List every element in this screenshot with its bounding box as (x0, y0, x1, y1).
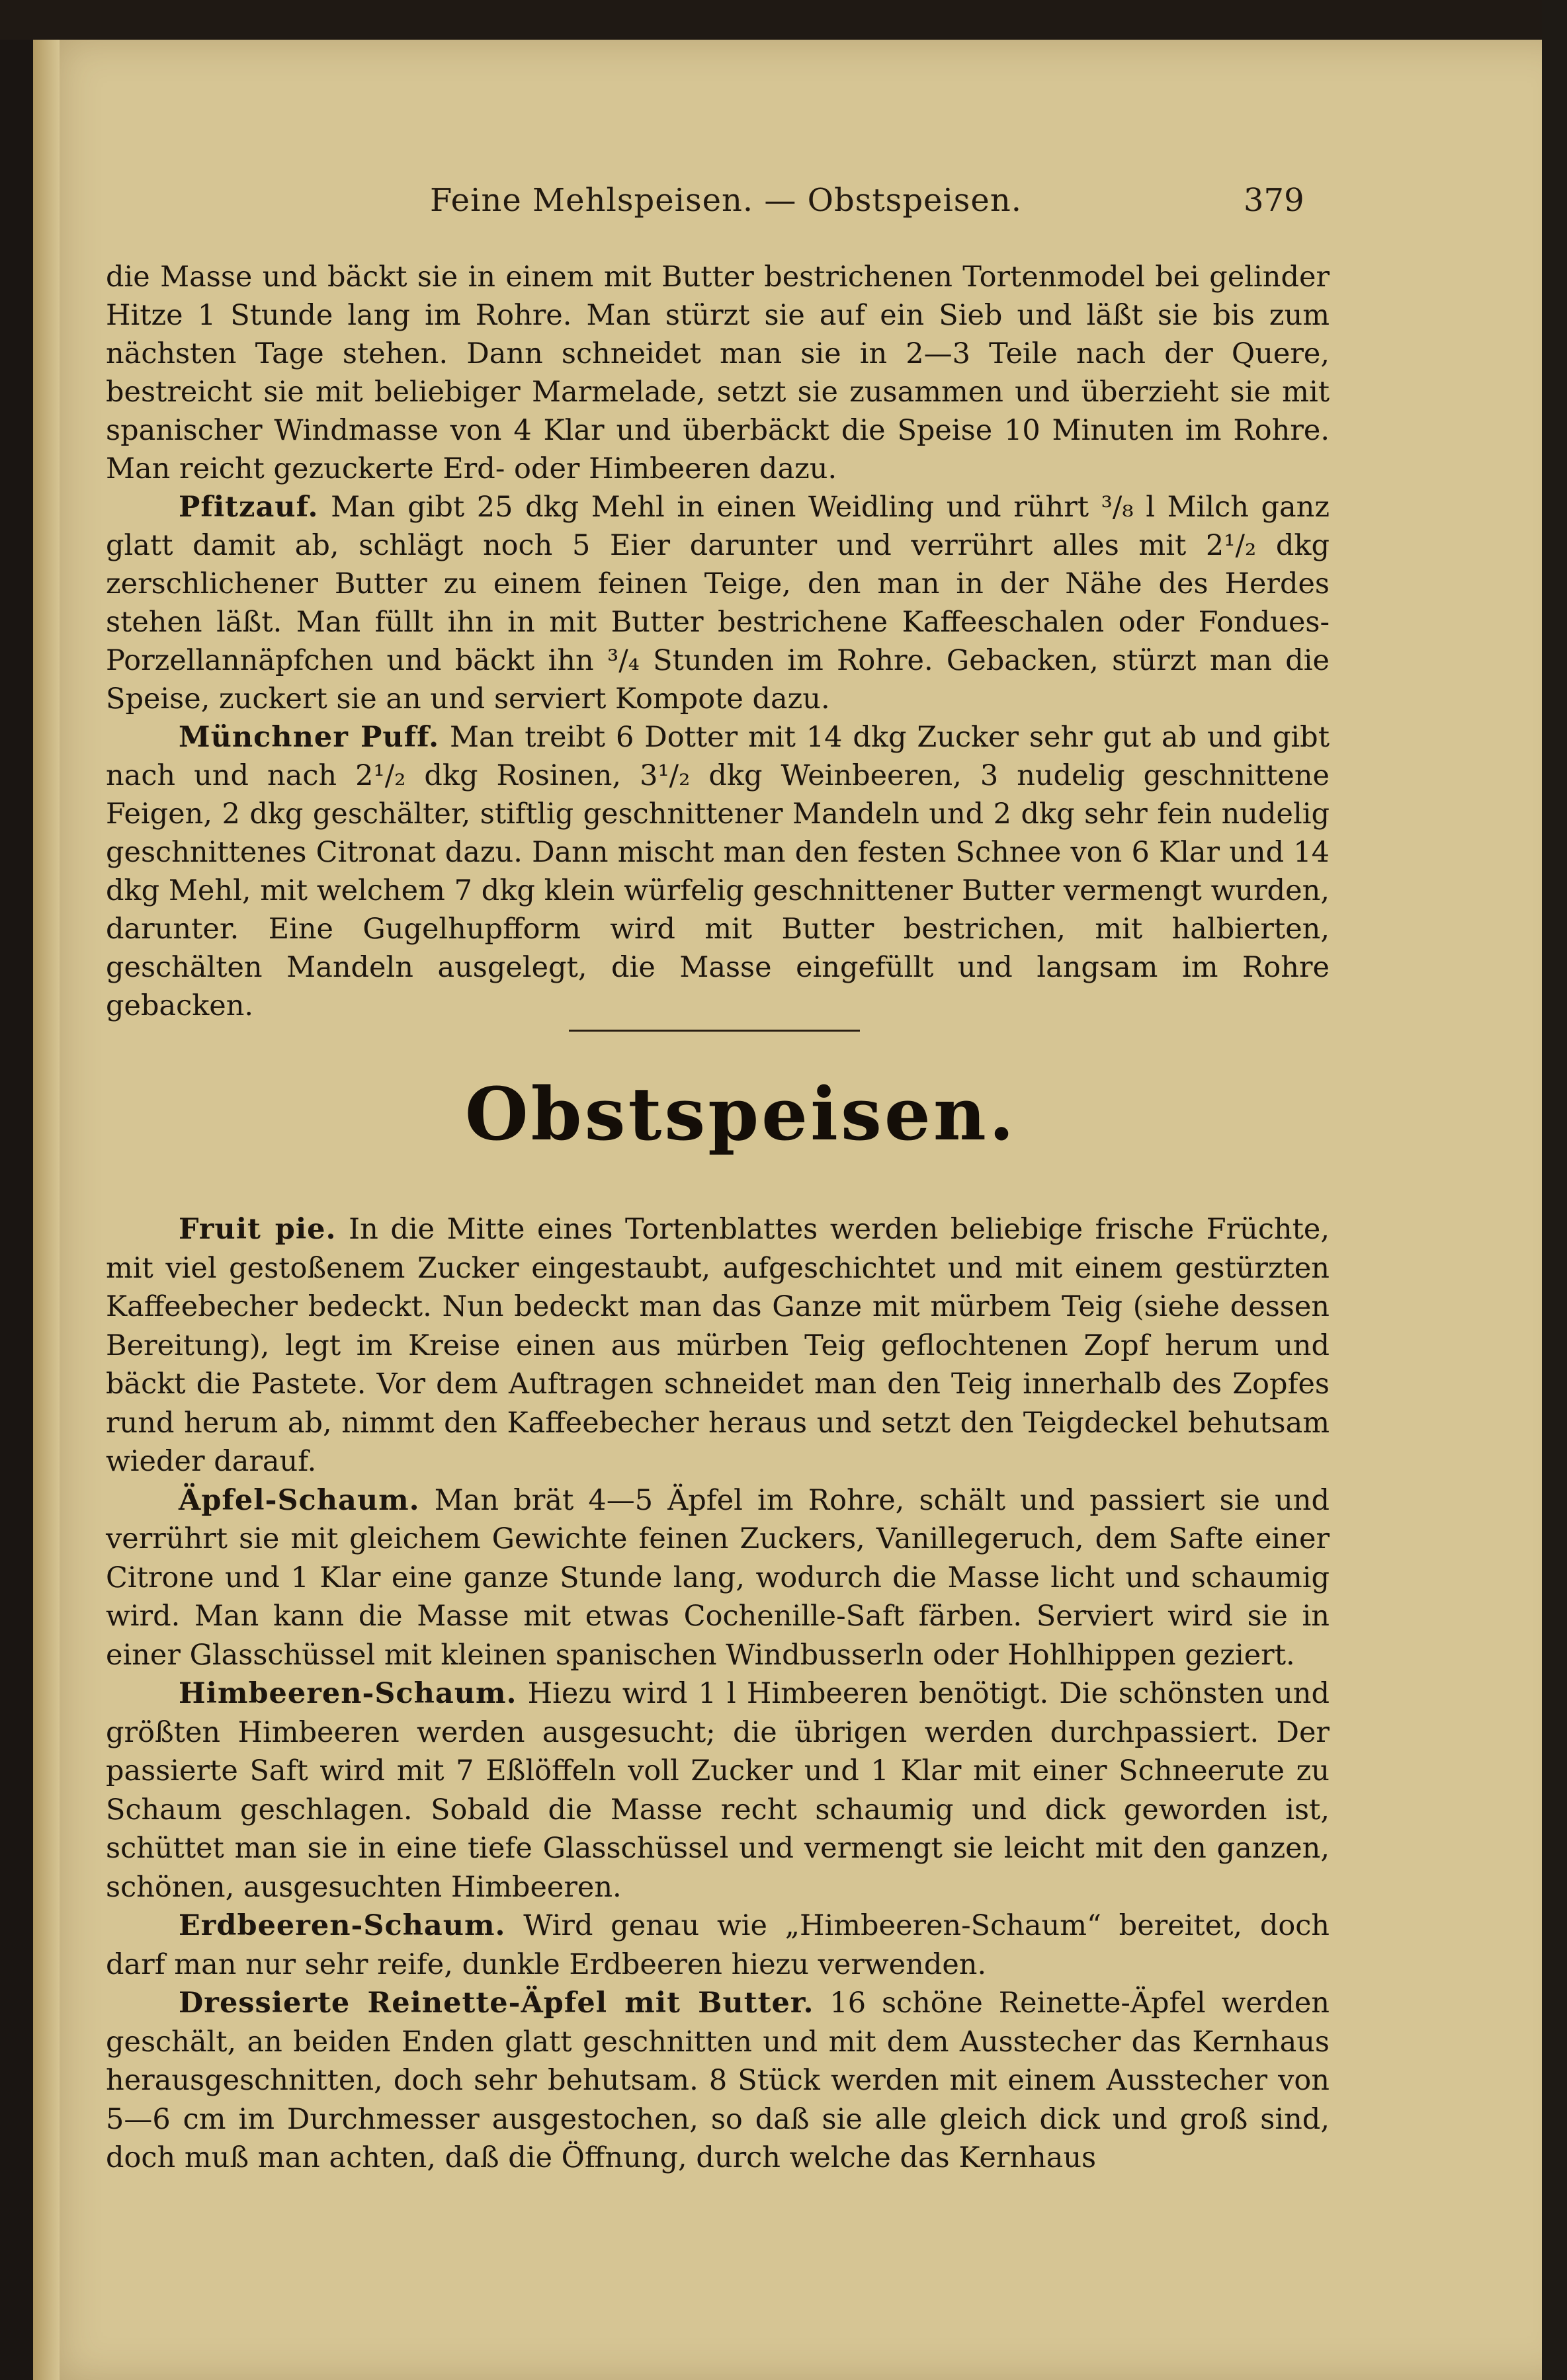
recipe-text: Wird genau wie „Himbeeren-Schaum“ bereitet, doch darf man nur sehr reife, dunkle Erdbeeren hiezu verwenden. (106, 1909, 1330, 1981)
recipe-paragraph (106, 718, 1330, 1025)
recipe-title: Äpfel-Schaum. (179, 1483, 420, 1517)
recipe-title: Pfitzauf. (179, 491, 319, 524)
scan-background-top (0, 0, 1567, 40)
recipe-text: Hiezu wird 1 l Himbeeren benötigt. Die schönsten und größten Himbeeren werden ausgesucht; die übrigen werden durchpassiert. Der passierte Saft wird mit 7 Eßlöffeln voll Zucker und 1 Klar mit einer Schneerute zu Schaum geschlagen. Sobald die Masse recht schaumig und dick geworden ist, schüttet man sie in eine tiefe Glasschüssel und vermengt sie leicht mit den ganzen, schönen, ausgesuchten Himbeeren. (106, 1677, 1330, 1904)
recipe-title: Dressierte Reinette-Äpfel mit Butter. (179, 1987, 814, 2020)
recipe-text: In die Mitte eines Tortenblattes werden beliebige frische Früchte, mit viel gestoßenem Zucker eingestaubt, aufgeschichtet und mit einem gestürzten Kaffeebecher bedeckt. Nun bedeckt man das Ganze mit mürbem Teig (siehe dessen Bereitung), legt im Kreise einen aus mürben Teig geflochtenen Zopf herum und bäckt die Pastete. Vor dem Auftragen schneidet man den Teig innerhalb des Zopfes rund herum ab, nimmt den Kaffeebecher heraus und setzt den Teigdeckel behutsam wieder darauf. (106, 1213, 1330, 1478)
top-text-block (106, 258, 1330, 1025)
recipe-title: Fruit pie. (179, 1213, 337, 1246)
section-divider (569, 1030, 860, 1032)
recipe-paragraph (106, 1481, 1330, 1675)
recipe-text: 16 schöne Reinette-Äpfel werden geschält, an beiden Enden glatt geschnitten und mit dem Ausstecher das Kernhaus herausgeschnitten, doch sehr behutsam. 8 Stück werden mit einem Ausstecher von 5—6 cm im Durchmesser ausgestochen, so daß sie alle gleich dick und groß sind, doch muß man achten, daß die Öffnung, durch welche das Kernhaus (106, 1987, 1330, 2174)
bottom-text-block (106, 1210, 1330, 2178)
recipe-paragraph (106, 1907, 1330, 1984)
recipe-text: Man brät 4—5 Äpfel im Rohre, schält und passiert sie und verrührt sie mit gleichem Gewichte feinen Zuckers, Vanillegeruch, dem Safte einer Citrone und 1 Klar eine ganze Stunde lang, wodurch die Masse licht und schaumig wird. Man kann die Masse mit etwas Cochenille-Saft färben. Serviert wird sie in einer Glasschüssel mit kleinen spanischen Windbusserln oder Hohlhippen geziert. (106, 1483, 1330, 1672)
recipe-title: Erdbeeren-Schaum. (179, 1909, 506, 1942)
scan-background-right (1542, 0, 1567, 2380)
page-gutter-shadow (33, 40, 60, 2380)
recipe-paragraph (106, 1674, 1330, 1907)
book-page (33, 40, 1548, 2380)
section-title: Obstspeisen. (464, 1071, 1017, 1157)
recipe-text: Man gibt 25 dkg Mehl in einen Weidling und rührt ³/₈ l Milch ganz glatt damit ab, schlägt noch 5 Eier darunter und verrührt alles mit 2¹/₂ dkg zerschlichener Butter zu einem feinen Teige, den man in der Nähe des Herdes stehen läßt. Man füllt ihn in mit Butter bestrichene Kaffeeschalen oder Fondues-Porzellannäpfchen und bäckt ihn ³/₄ Stunden im Rohre. Gebacken, stürzt man die Speise, zuckert sie an und serviert Kompote dazu. (106, 491, 1330, 716)
page-number: 379 (1244, 182, 1304, 219)
recipe-paragraph (106, 488, 1330, 718)
recipe-paragraph (106, 1210, 1330, 1481)
continued-paragraph: die Masse und bäckt sie in einem mit Butter bestrichenen Tortenmodel bei gelinder Hitze 1 Stunde lang im Rohre. Man stürzt sie auf ein Sieb und läßt sie bis zum nächsten Tage stehen. Dann schneidet man sie in 2—3 Teile nach der Quere, bestreicht sie mit beliebiger Marmelade, setzt sie zusammen und überzieht sie mit spanischer Windmasse von 4 Klar und überbäckt die Speise 10 Minuten im Rohre. Man reicht gezuckerte Erd- oder Himbeeren dazu. (106, 261, 1330, 485)
running-title: Feine Mehlspeisen. — Obstspeisen. (430, 182, 1023, 219)
recipe-title: Münchner Puff. (179, 721, 440, 754)
recipe-title: Himbeeren-Schaum. (179, 1677, 517, 1710)
page-header (33, 182, 1548, 228)
recipe-text: Man treibt 6 Dotter mit 14 dkg Zucker sehr gut ab und gibt nach und nach 2¹/₂ dkg Rosinen, 3¹/₂ dkg Weinbeeren, 3 nudelig geschnittene Feigen, 2 dkg geschälter, stiftlig geschnittener Mandeln und 2 dkg sehr fein nudelig geschnittenes Citronat dazu. Dann mischt man den festen Schnee von 6 Klar und 14 dkg Mehl, mit welchem 7 dkg klein würfelig geschnittener Butter vermengt wurden, darunter. Eine Gugelhupfform wird mit Butter bestrichen, mit halbierten, geschälten Mandeln ausgelegt, die Masse eingefüllt und langsam im Rohre gebacken. (106, 721, 1330, 1022)
recipe-paragraph (106, 1984, 1330, 2178)
